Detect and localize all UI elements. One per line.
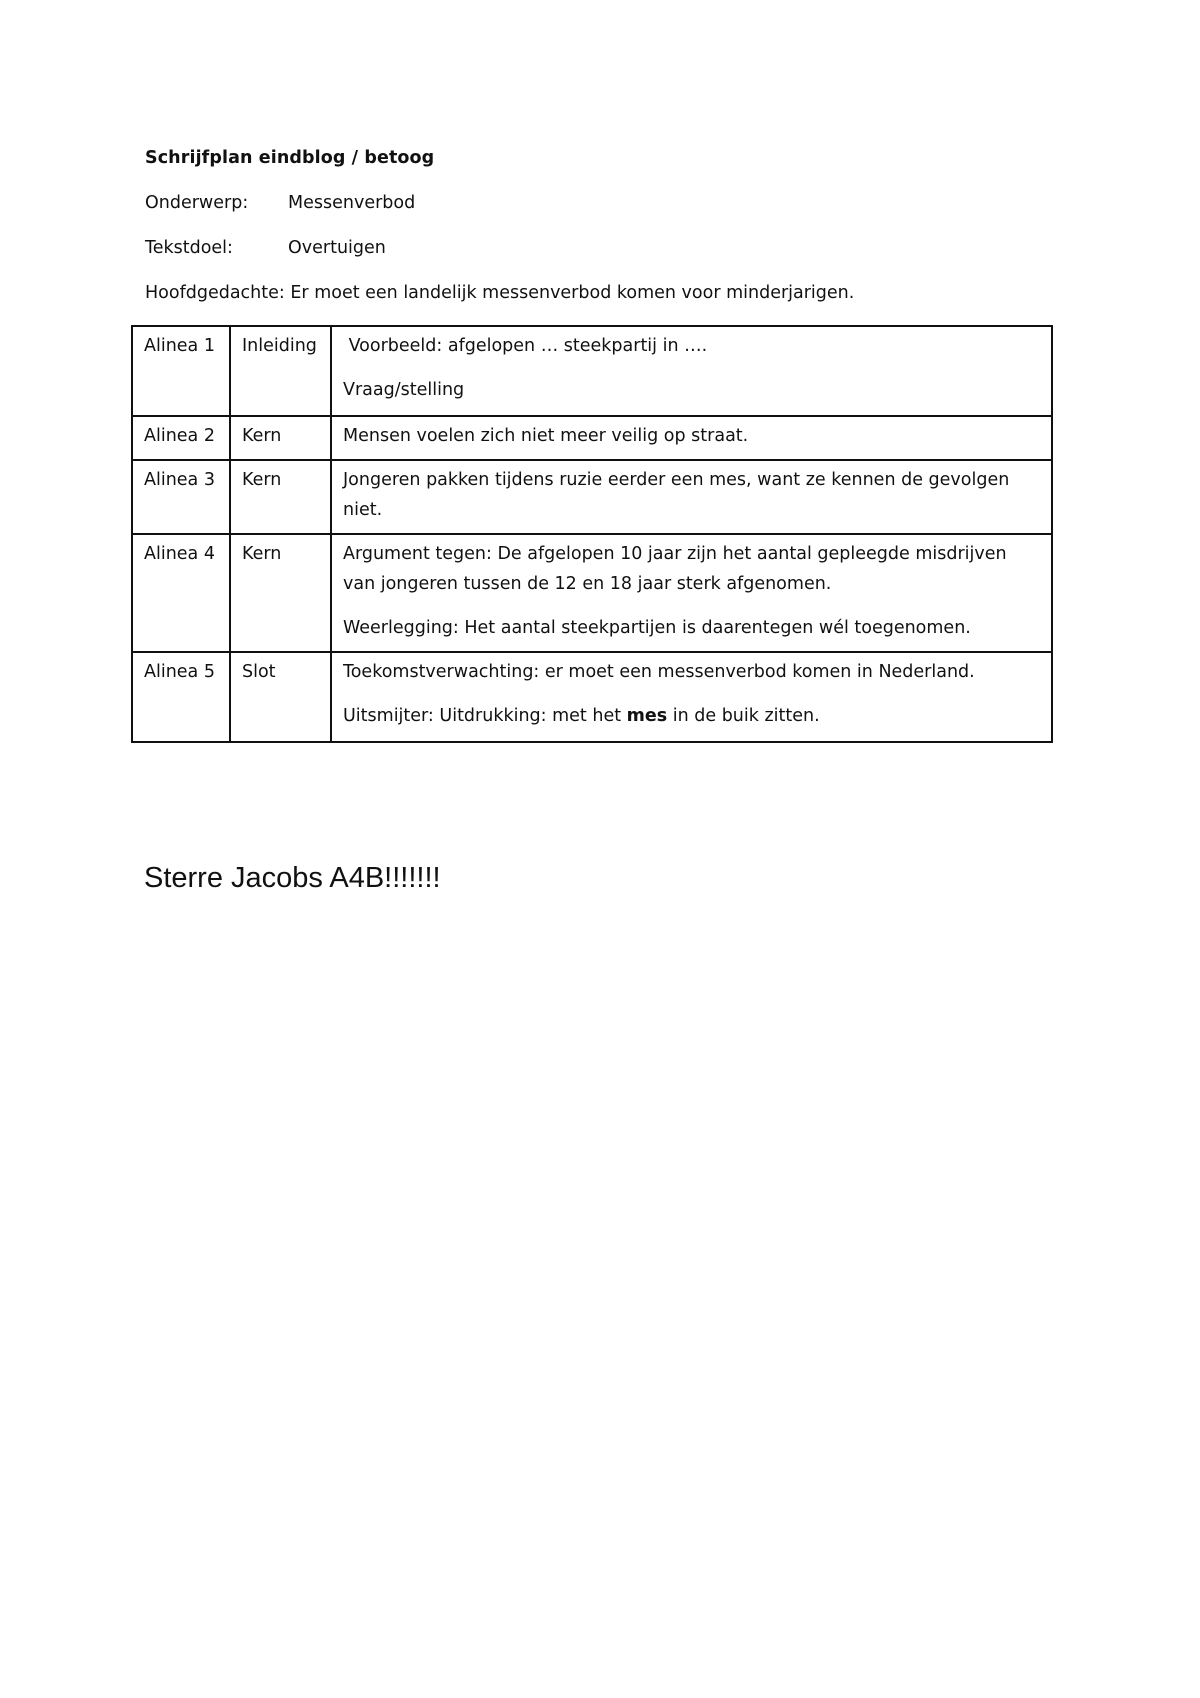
alinea-cell: Alinea 5 — [132, 652, 230, 742]
section-cell: Kern — [230, 460, 331, 534]
table-row — [132, 416, 1052, 460]
alinea-cell: Alinea 4 — [132, 534, 230, 652]
content-line: Weerlegging: Het aantal steekpartijen is daarentegen wél toegenomen. — [343, 618, 971, 638]
content-cell — [331, 652, 1052, 742]
onderwerp-label: Onderwerp: — [145, 193, 249, 213]
content-line: Argument tegen: De afgelopen 10 jaar zijn het aantal gepleegde misdrijven van jongeren tussen de 12 en 18 jaar sterk afgenomen. — [343, 544, 1007, 594]
content-cell — [331, 460, 1052, 534]
uitsmijter-text-end: in de buik zitten. — [667, 706, 820, 726]
tekstdoel-label: Tekstdoel: — [145, 238, 233, 258]
content-line: Vraag/stelling — [343, 380, 465, 400]
content-cell — [331, 416, 1052, 460]
table-row — [132, 652, 1052, 742]
hoofdgedachte-value: Er moet een landelijk messenverbod komen voor minderjarigen. — [290, 283, 855, 303]
content-line — [343, 701, 1041, 731]
uitsmijter-text-start: Uitsmijter: Uitdrukking: met het — [343, 706, 627, 726]
onderwerp-row — [145, 193, 415, 213]
section-cell: Inleiding — [230, 326, 331, 416]
tekstdoel-value: Overtuigen — [288, 238, 386, 258]
content-cell — [331, 326, 1052, 416]
writing-plan-table — [131, 325, 1053, 743]
document-title: Schrijfplan eindblog / betoog — [145, 148, 435, 168]
content-line: Voorbeeld: afgelopen … steekpartij in …. — [343, 336, 708, 356]
tekstdoel-row — [145, 238, 386, 258]
content-line: Jongeren pakken tijdens ruzie eerder een mes, want ze kennen de gevolgen niet. — [343, 470, 1010, 520]
onderwerp-value: Messenverbod — [288, 193, 416, 213]
content-cell — [331, 534, 1052, 652]
table-row — [132, 326, 1052, 416]
content-line: Mensen voelen zich niet meer veilig op straat. — [343, 426, 749, 446]
hoofdgedachte-label: Hoofdgedachte: — [145, 283, 285, 303]
table-row — [132, 534, 1052, 652]
table-row — [132, 460, 1052, 534]
alinea-cell: Alinea 2 — [132, 416, 230, 460]
content-line: Toekomstverwachting: er moet een messenverbod komen in Nederland. — [343, 662, 975, 682]
hoofdgedachte-row — [145, 283, 854, 303]
emphasized-word: mes — [626, 706, 668, 726]
alinea-cell: Alinea 3 — [132, 460, 230, 534]
author-signature: Sterre Jacobs A4B!!!!!!! — [144, 862, 441, 894]
section-cell: Kern — [230, 416, 331, 460]
section-cell: Slot — [230, 652, 331, 742]
alinea-cell: Alinea 1 — [132, 326, 230, 416]
section-cell: Kern — [230, 534, 331, 652]
